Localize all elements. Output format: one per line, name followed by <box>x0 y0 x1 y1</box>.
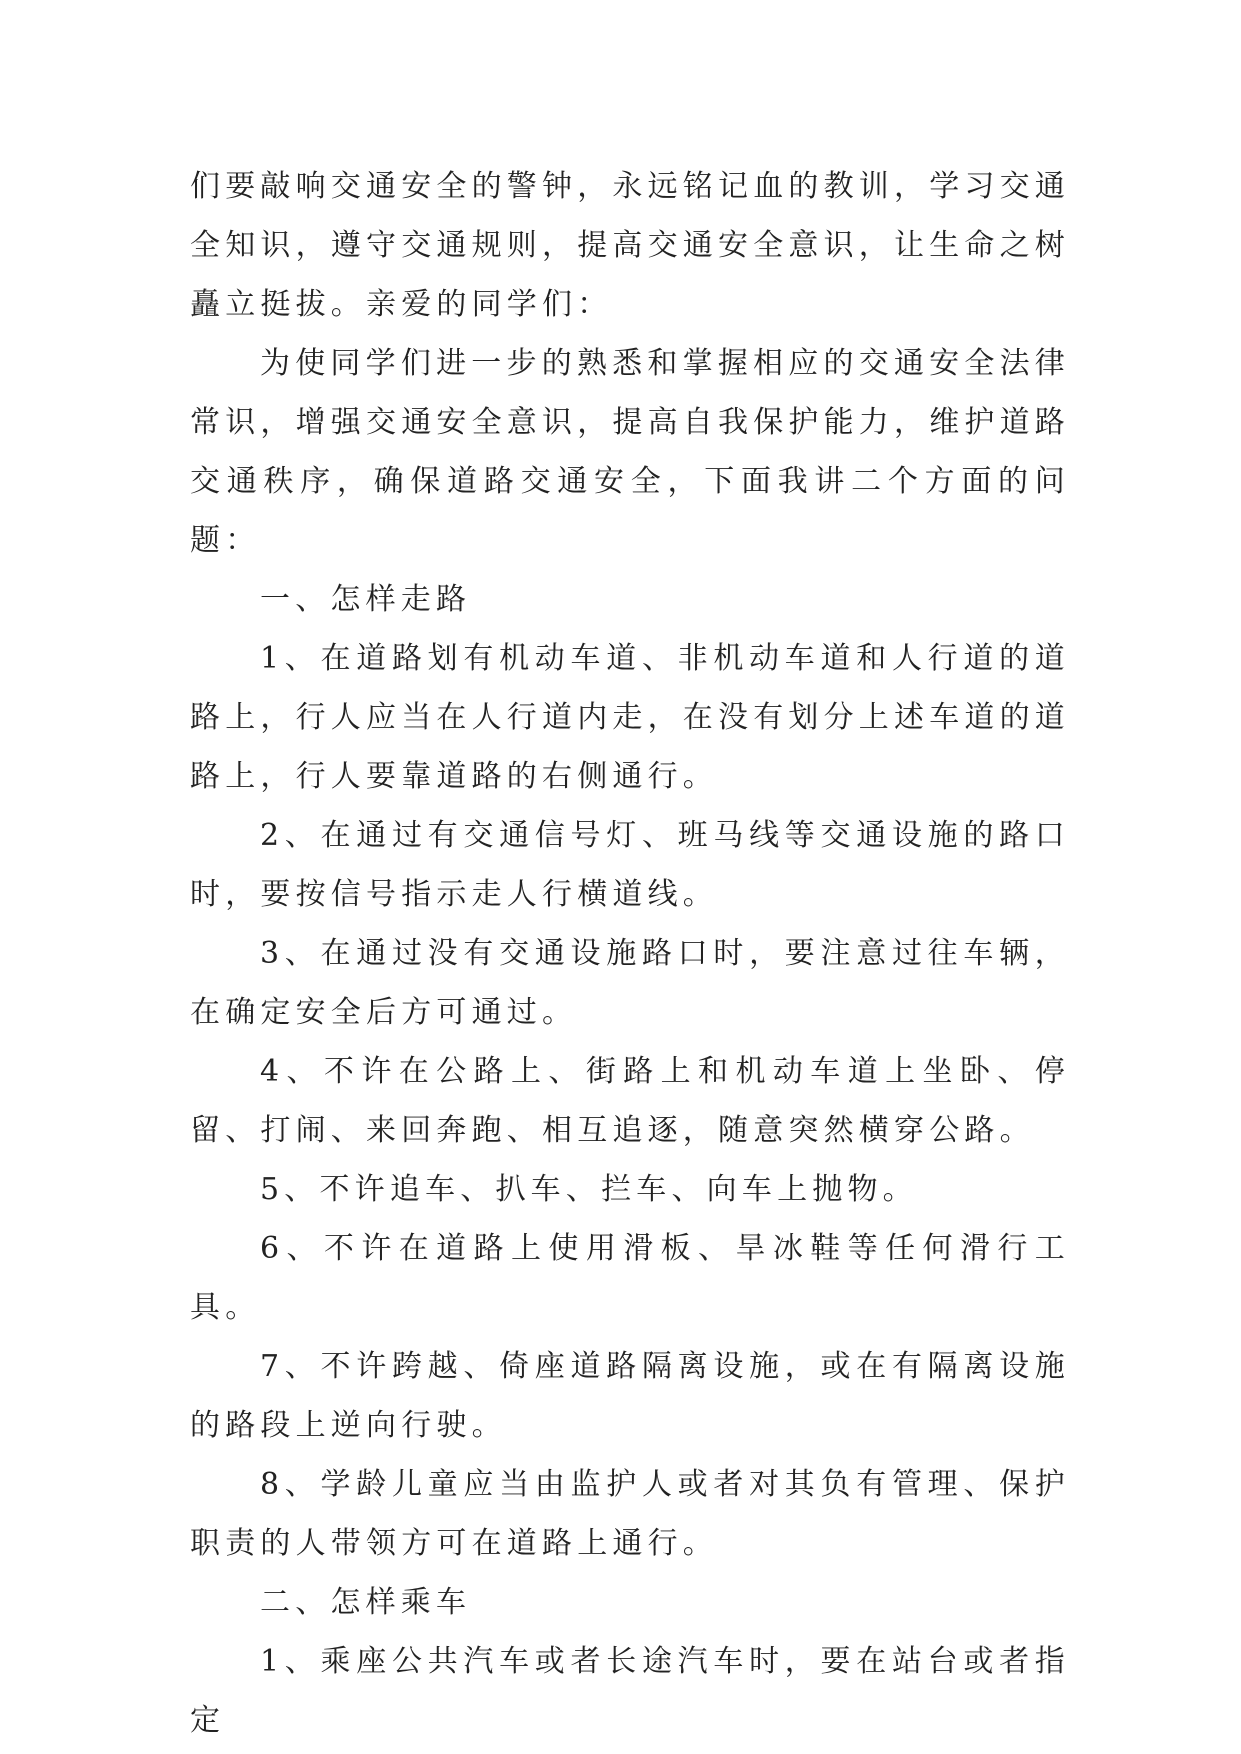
list-item-walking-4: 4、不许在公路上、街路上和机动车道上坐卧、停留、打闹、来回奔跑、相互追逐，随意突然横穿公路。 <box>190 1054 1070 1148</box>
list-item-walking-2: 2、在通过有交通信号灯、班马线等交通设施的路口时，要按信号指示走人行横道线。 <box>190 818 1070 912</box>
section-heading-riding: 二、怎样乘车 <box>260 1585 472 1620</box>
paragraph-continuation: 们要敲响交通安全的警钟，永远铭记血的教训，学习交通全知识，遵守交通规则，提高交通安全意识，让生命之树矗立挺拔。亲爱的同学们： <box>190 169 1070 322</box>
paragraph-intro: 为使同学们进一步的熟悉和掌握相应的交通安全法律常识，增强交通安全意识，提高自我保护能力，维护道路交通秩序，确保道路交通安全，下面我讲二个方面的问题： <box>190 346 1070 558</box>
section-heading-walking: 一、怎样走路 <box>260 582 472 617</box>
list-item-walking-3: 3、在通过没有交通设施路口时，要注意过往车辆，在确定安全后方可通过。 <box>190 936 1070 1030</box>
document-body <box>190 157 1070 1750</box>
list-item-walking-7: 7、不许跨越、倚座道路隔离设施，或在有隔离设施的路段上逆向行驶。 <box>190 1349 1070 1443</box>
list-item-walking-6: 6、不许在道路上使用滑板、旱冰鞋等任何滑行工具。 <box>190 1231 1070 1325</box>
list-item-walking-1: 1、在道路划有机动车道、非机动车道和人行道的道路上，行人应当在人行道内走，在没有划分上述车道的道路上，行人要靠道路的右侧通行。 <box>190 641 1070 794</box>
list-item-walking-8: 8、学龄儿童应当由监护人或者对其负有管理、保护职责的人带领方可在道路上通行。 <box>190 1467 1070 1561</box>
list-item-riding-1: 1、乘座公共汽车或者长途汽车时，要在站台或者指定 <box>190 1644 1070 1738</box>
list-item-walking-5: 5、不许追车、扒车、拦车、向车上抛物。 <box>260 1172 918 1207</box>
